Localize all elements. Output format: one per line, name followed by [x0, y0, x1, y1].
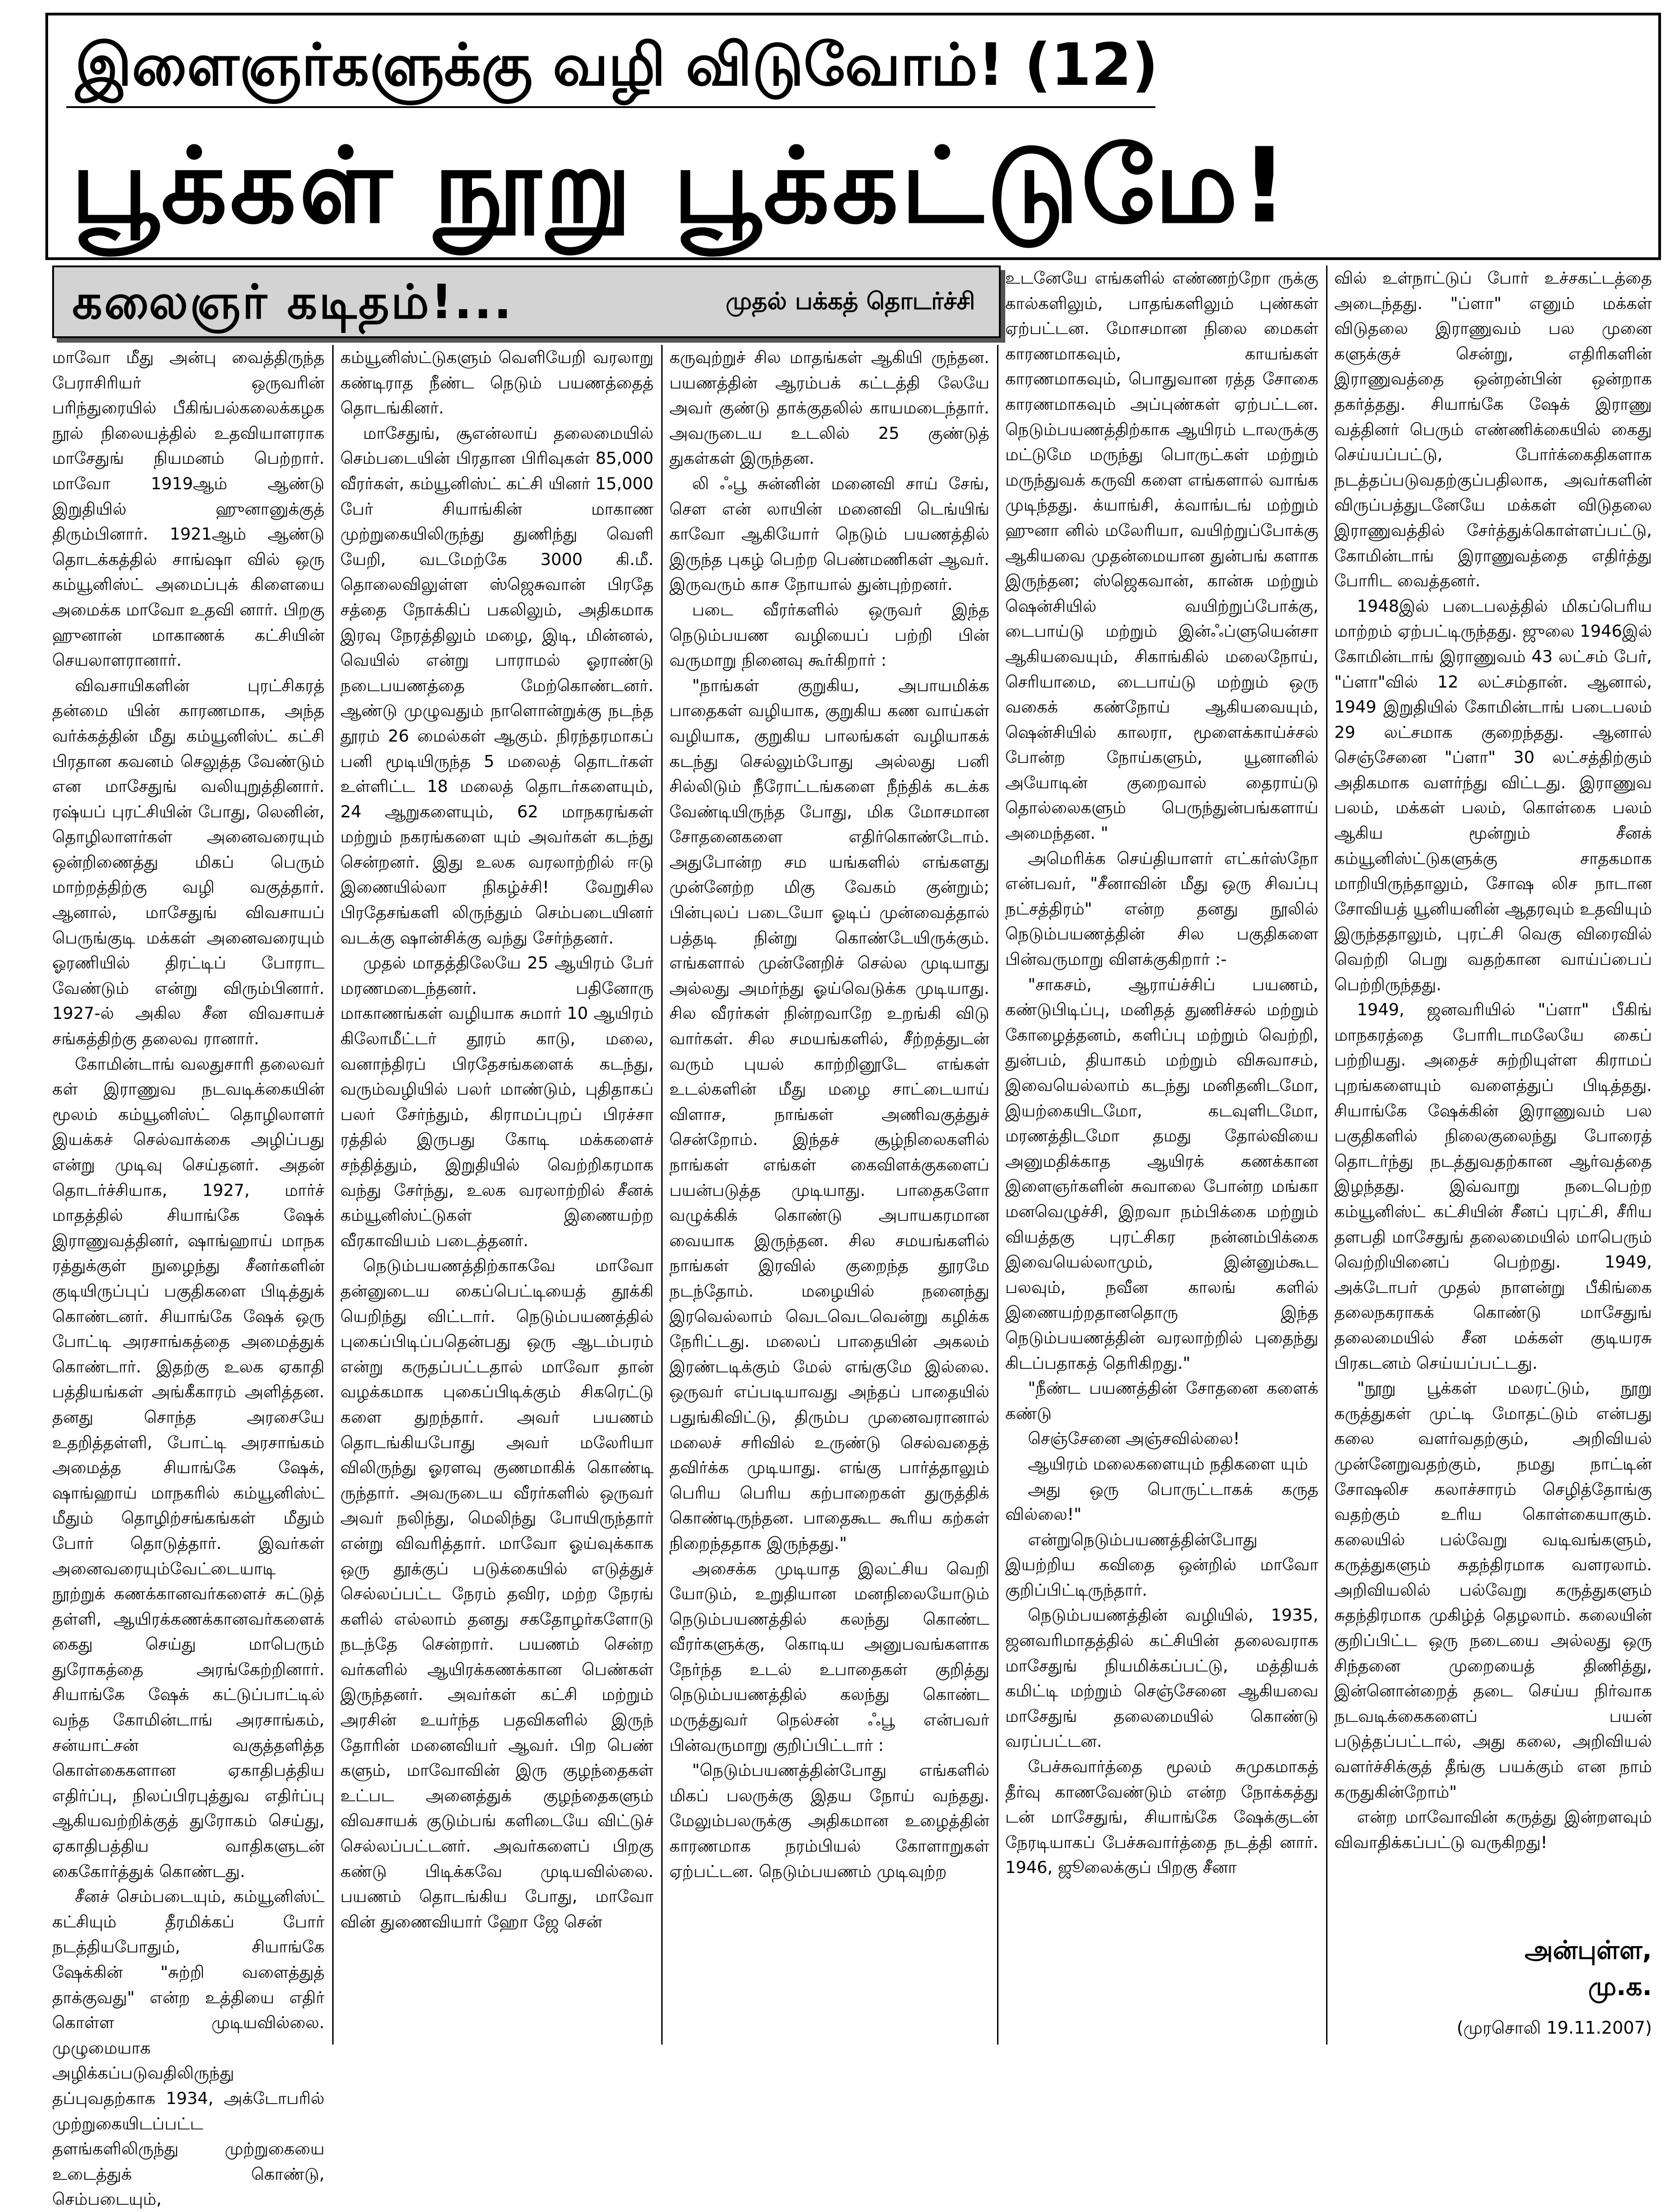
paragraph: மாவோ மீது அன்பு வைத்திருந்த பேராசிரியர் ஒருவரின் பரிந்துரையில் பீகிங்பல்கலைக்கழக நூல் நிலையத்தில் உதவியாளராக மாசேதுங் நியமனம் பெற்றார். மாவோ 1919ஆம் ஆண்டு இறுதியில் ஹுனானுக்குத் திரும்பினார். 1921ஆம் ஆண்டு தொடக்கத்தில் சாங்ஷா வில் ஒரு கம்யூனிஸ்ட் அமைப்புக் கிளையை அமைக்க மாவோ உதவி னார். பிறகு ஹுனான் மாகாணக் கட்சியின் செயலாளரானார். — [52, 348, 324, 670]
paragraph: வில் உள்நாட்டுப் போர் உச்சகட்டத்தை அடைந்தது. "ப்ளா" எனும் மக்கள் விடுதலை இராணுவம் பல முனை களுக்குச் சென்று, எதிரிகளின் இராணுவத்தை ஒன்றன்பின் ஒன்றாக தகர்த்தது. சியாங்கே ஷேக் இராணு வத்தினர் பெரும் எண்ணிக்கையில் கைது செய்யப்பட்டு, போர்க்கைதிகளாக நடத்தப்படுவதற்குப்பதிலாக, அவர்களின் விருப்பத்துடனேயே மக்கள் விடுதலை இராணுவத்தில் சேர்த்துக்கொள்ளப்பட்டு, கோமின்டாங் இராணுவத்தை எதிர்த்து போரிட வைத்தனர். — [1334, 268, 1652, 591]
main-title: பூக்கள் நூறு பூக்கட்டுமே! — [71, 125, 1291, 246]
signoff — [1334, 1932, 1652, 2005]
article-column-5 — [1334, 265, 1652, 2045]
quote-paragraph: "நாங்கள் குறுகிய, அபாயமிக்க பாதைகள் வழியாக, குறுகிய கண வாய்கள் வழியாக, குறுகிய பாலங்கள் வழியாகக் கடந்து செல்லும்போது அல்லது பனி சில்லிடும் நீரோட்டங்களை நீந்திக் கடக்க வேண்டியிருந்த போது, மிக மோசமான சோதனைகளை எதிர்கொண்டோம். அதுபோன்ற சம யங்களில் எங்களது முன்னேற்ற மிகு வேகம் குன்றும்; பின்புலப் படையோ ஓடிப் முன்வைத்தால் பத்தடி நின்று கொண்டேயிருக்கும். எங்களால் முன்னேறிச் செல்ல முடியாது அல்லது அமர்ந்து ஓய்வெடுக்க முடியாது. சில வீரர்கள் நின்றவாறே உறங்கி விடு வார்கள். சில சமயங்களில், சீற்றத்துடன் வரும் புயல் காற்றினூடே எங்கள் உடல்களின் மீது மழை சாட்டையாய் விளாச, நாங்கள் அணிவகுத்துச் சென்றோம். இந்தச் சூழ்நிலைகளில் நாங்கள் எங்கள் கைவிளக்குகளைப் பயன்படுத்த முடியாது. பாதைகளோ வழுக்கிக் கொண்டு அபாயகரமான வையாக இருந்தன. சில சமயங்களில் நாங்கள் இரவில் குறைந்த தூரமே நடந்தோம். மழையில் நனைந்து இரவெல்லாம் வெடவெடவென்று கழிக்க நேரிட்டது. மலைப் பாதையின் அகலம் இரண்டடிக்கும் மேல் எங்குமே இல்லை. ஒருவர் எப்படியாவது அந்தப் பாதையில் பதுங்கிவிட்டு, திரும்ப முனைவரானால் மலைச் சரிவில் உருண்டு செல்வதைத் தவிர்க்க முடியாது. எங்கு பார்த்தாலும் பெரிய பெரிய கற்பாறைகள் துருத்திக் கொண்டிருந்தன. பாதைகூட கூரிய கற்கள் நிறைந்ததாக இருந்தது." — [669, 675, 989, 1553]
paragraph: விவசாயிகளின் புரட்சிகரத் தன்மை யின் காரணமாக, அந்த வர்க்கத்தின் மீது கம்யூனிஸ்ட் கட்சி பிரதான கவனம் செலுத்த வேண்டும் என மாசேதுங் வலியுறுத்தினார். ரஷ்யப் புரட்சியின் போது, லெனின், தொழிலாளர்கள் அனைவரையும் ஒன்றிணைத்து மிகப் பெரும் மாற்றத்திற்கு வழி வகுத்தார். ஆனால், மாசேதுங் விவசாயப் பெருங்குடி மக்கள் அனைவரையும் ஓரணியில் திரட்டிப் போராட வேண்டும் என்று விரும்பினார். 1927-ல் அகில சீன விவசாயச் சங்கத்திற்கு தலைவ ரானார். — [52, 675, 324, 1049]
poem-line: "நீண்ட பயணத்தின் சோதனை களைக் கண்டு — [1005, 1378, 1318, 1423]
column-divider — [661, 345, 663, 2045]
quote-paragraph: "நூறு பூக்கள் மலரட்டும், நூறு கருத்துகள் முட்டி மோதட்டும் என்பது கலை வளர்வதற்கும், அறிவியல் முன்னேறுவதற்கும், நமது நாட்டின் சோஷலிச கலாச்சாரம் செழித்தோங்கு வதற்கும் உரிய கொள்கையாகும். கலையில் பல்வேறு வடிவங்களும், கருத்துகளும் சுதந்திரமாக வளரலாம். அறிவியலில் பல்வேறு கருத்துகளும் சுதந்திரமாக முகிழ்த் தெழலாம். கலையின் குறிப்பிட்ட ஒரு நடையை அல்லது ஒரு சிந்தனை முறையைத் திணித்து, இன்னொன்றைத் தடை செய்ய நிர்வாக நடவடிக்கைகளைப் பயன் படுத்தப்பட்டால், அது கலை, அறிவியல் வளர்ச்சிக்குத் தீங்கு பயக்கும் என நாம் கருதுகின்றோம்" — [1334, 1378, 1652, 1802]
series-title: இளைஞர்களுக்கு வழி விடுவோம்! (12) — [75, 31, 1159, 99]
header-box — [45, 13, 1661, 260]
column-divider — [997, 345, 998, 2045]
paragraph: பேச்சுவார்த்தை மூலம் சுமுகமாகத் தீர்வு காணவேண்டும் என்ற நோக்கத்து டன் மாசேதுங், சியாங்கே ஷேக்குடன் நேரடியாகப் பேச்சுவார்த்தை நடத்தி னார். 1946, ஜூலைக்குப் பிறகு சீனா — [1005, 1757, 1318, 1878]
poem-line: செஞ்சேனை அஞ்சவில்லை! — [1028, 1429, 1240, 1449]
section-banner — [52, 265, 1001, 338]
paragraph: 1948இல் படைபலத்தில் மிகப்பெரிய மாற்றம் ஏற்பட்டிருந்தது. ஜுலை 1946இல் கோமின்டாங் இராணுவம் 43 லட்சம் பேர், "ப்ளா"வில் 12 லட்சம்தான். ஆனால், 1949 இறுதியில் கோமின்டாங் படைபலம் 29 லட்சமாக குறைந்தது. ஆனால் செஞ்சேனை "ப்ளா" 30 லட்சத்திற்கும் அதிகமாக வளர்ந்து விட்டது. இராணுவ பலம், மக்கள் பலம், கொள்கை பலம் ஆகிய மூன்றும் சீனக் கம்யூனிஸ்ட்டுகளுக்கு சாதகமாக மாறியிருந்தாலும், சோஷ லிச நாடான சோவியத் யூனியனின் ஆதரவும் உதவியும் இருந்ததாலும், புரட்சி வெகு விரைவில் வெற்றி பெறு வதற்கான வாய்ப்பைப் பெற்றிருந்தது. — [1334, 596, 1652, 994]
article-column-2 — [340, 345, 654, 2045]
publication-date: (முரசொலி 19.11.2007) — [1456, 2018, 1652, 2038]
paragraph: அசைக்க முடியாத இலட்சிய வெறி யோடும், உறுதியான மனநிலையோடும் நெடும்பயணத்தில் கலந்து கொண்ட வீரர்களுக்கு, கொடிய அனுபவங்களாக நேர்ந்த உடல் உபாதைகள் குறித்து நெடும்பயணத்தில் கலந்து கொண்ட மருத்துவர் நெல்சன் ஃபூ என்பவர் பின்வருமாறு குறிப்பிட்டார் : — [669, 1558, 989, 1755]
article-column-1 — [52, 345, 324, 2209]
paragraph: முதல் மாதத்திலேயே 25 ஆயிரம் பேர் மரணமடைந்தனர். பதினோரு மாகாணங்கள் வழியாக சுமார் 10 ஆயிரம் கிலோமீட்டர் தூரம் காடு, மலை, வனாந்திரப் பிரதேசங்களைக் கடந்து, வரும்வழியில் பலர் மாண்டும், புதிதாகப் பலர் சேர்ந்தும், கிராமப்புறப் பிரச்சா ரத்தில் இருபது கோடி மக்களைச் சந்தித்தும், இறுதியில் வெற்றிகரமாக வந்து சேர்ந்து, உலக வரலாற்றில் சீனக் கம்யூனிஸ்ட்டுகள் இணையற்ற வீரகாவியம் படைத்தனர். — [340, 953, 654, 1250]
paragraph: நெடும்பயணத்திற்காகவே மாவோ தன்னுடைய கைப்பெட்டியைத் தூக்கி யெறிந்து விட்டார். நெடும்பயணத்தில் புகைப்பிடிப்பதென்பது ஒரு ஆடம்பரம் என்று கருதப்பட்டதால் மாவோ தான் வழக்கமாக புகைப்பிடிக்கும் சிகரெட்டு களை துறந்தார். அவர் பயணம் தொடங்கியபோது அவர் மலேரியா விலிருந்து ஓரளவு குணமாகிக் கொண்டி ருந்தார். அவருடைய வீரர்களில் ஒருவர் அவர் நலிந்து, மெலிந்து போயிருந்தார் என்று விவரித்தார். மாவோ ஓய்வுக்காக ஒரு தூக்குப் படுக்கையில் எடுத்துச் செல்லப்பட்ட நேரம் தவிர, மற்ற நேரங் களில் எல்லாம் தனது சகதோழர்களோடு நடந்தே சென்றார். பயணம் சென்ற வர்களில் ஆயிரக்கணக்கான பெண்கள் இருந்தனர். அவர்கள் கட்சி மற்றும் அரசின் உயர்ந்த பதவிகளில் இருந் தோரின் மனைவியர் ஆவர். பிற பெண் களும், மாவோவின் இரு குழந்தைகள் உட்பட அனைத்துக் குழந்தைகளும் விவசாயக் குடும்பங் களிடையே விட்டுச் செல்லப்பட்டனர். அவர்களைப் பிறகு கண்டு பிடிக்கவே முடியவில்லை. பயணம் தொடங்கிய போது, மாவோ வின் துணைவியார் ஹோ ஜே சென் — [340, 1256, 654, 1932]
paragraph: நெடும்பயணத்தின் வழியில், 1935, ஜனவரிமாதத்தில் கட்சியின் தலைவராக மாசேதுங் நியமிக்கப்பட்டு, மத்தியக் கமிட்டி மற்றும் செஞ்சேனை ஆகியவை மாசேதுங் தலைமையில் கொண்டு வரப்பட்டன. — [1005, 1605, 1318, 1751]
header-divider — [66, 106, 1155, 108]
paragraph: மாசேதுங், சூஎன்லாய் தலைமையில் செம்படையின் பிரதான பிரிவுகள் 85,000 வீரர்கள், கம்யூனிஸ்ட் கட்சி யினர் 15,000 பேர் சியாங்கின் மாகாண முற்றுகையிலிருந்து துணிந்து வெளி யேறி, வடமேற்கே 3000 கி.மீ. தொலைவிலுள்ள ஸ்ஜெசுவான் பிரதே சத்தை நோக்கிப் பகலிலும், அதிகமாக இரவு நேரத்திலும் மழை, இடி, மின்னல், வெயில் என்று பாராமல் ஓராண்டு நடைபயணத்தை மேற்கொண்டனர். ஆண்டு முழுவதும் நாளொன்றுக்கு நடந்த தூரம் 26 மைல்கள் ஆகும். நிரந்தரமாகப் பனி மூடியிருந்த 5 மலைத் தொடர்கள் உள்ளிட்ட 18 மலைத் தொடர்களையும், 24 ஆறுகளையும், 62 மாநகரங்கள் மற்றும் நகரங்களை யும் அவர்கள் கடந்து சென்றனர். இது உலக வரலாற்றில் ஈடு இணையில்லா நிகழ்ச்சி! வேறுசில பிரதேசங்களி லிருந்தும் செம்படையினர் வடக்கு ஷான்சிக்கு வந்து சேர்ந்தனர். — [340, 423, 654, 948]
column-divider — [332, 345, 334, 2045]
banner-title: கலைஞர் கடிதம்!... — [72, 274, 514, 329]
paragraph: உடனேயே எங்களில் எண்ணற்றோ ருக்கு கால்களிலும், பாதங்களிலும் புண்கள் ஏற்பட்டன. மோசமான நிலை மைகள் காரணமாகவும், காயங்கள் காரணமாகவும், பொதுவான ரத்த சோகை காரணமாகவும் அப்புண்கள் ஏற்பட்டன. நெடும்பயணத்திற்காக ஆயிரம் டாலருக்கு மட்டுமே மருந்து பொருட்கள் மற்றும் மருந்துவக் கருவி களை எங்களால் வாங்க முடிந்தது. க்யாங்சி, க்வாங்டங் மற்றும் ஹுனா னில் மலேரியா, வயிற்றுப்போக்கு ஆகியவை முதன்மையான துன்பங் களாக இருந்தன; ஸ்ஜெகவான், கான்சு மற்றும் ஷென்சியில் வயிற்றுப்போக்கு, டைபாய்டு மற்றும் இன்ஃப்ளுயென்சா ஆகியவையும், சிகாங்கில் மலைநோய், செரியாமை, டைபாய்டு மற்றும் ஒரு வகைக் கண்நோய் ஆகியவையும், ஷென்சியில் காலரா, மூளைக்காய்ச்சல் போன்ற நோய்களும், யூனானில் அயோடின் குறைவால் தைராய்டு தொல்லைகளும் பெருந்துன்பங்களாய் அமைந்தன. " — [1005, 268, 1318, 843]
paragraph: லி ஃபூ சுன்னின் மனைவி சாய் சேங், சௌ என் லாயின் மனைவி டெங்யிங் காவோ ஆகியோர் நெடும் பயணத்தில் இருந்த புகழ் பெற்ற பெண்மணிகள் ஆவர். இருவரும் காச நோயால் துன்புற்றனர். — [669, 473, 989, 595]
paragraph: அமெரிக்க செய்தியாளர் எட்கர்ஸ்நோ என்பவர், "சீனாவின் மீது ஒரு சிவப்பு நட்சத்திரம்" என்ற தனது நூலில் நெடும்பயணத்தின் சில பகுதிகளை பின்வருமாறு விளக்குகிறார் :- — [1005, 848, 1318, 969]
poem-line: அது ஒரு பொருட்டாகக் கருத வில்லை!" — [1005, 1479, 1318, 1524]
paragraph: கம்யூனிஸ்ட்டுகளும் வெளியேறி வரலாறு கண்டிராத நீண்ட நெடும் பயணத்தைத் தொடங்கினர். — [340, 348, 654, 418]
paragraph: என்ற மாவோவின் கருத்து இன்றளவும் விவாதிக்கப்பட்டு வருகிறது! — [1334, 1807, 1652, 1852]
signoff-closing: அன்புள்ள, — [1524, 1936, 1652, 1965]
paragraph: கருவுற்றுச் சில மாதங்கள் ஆகியி ருந்தன. பயணத்தின் ஆரம்பக் கட்டத்தி லேயே அவர் குண்டு தாக்குதலில் காயமடைந்தார். அவருடைய உடலில் 25 குண்டுத் துகள்கள் இருந்தன. — [669, 348, 989, 468]
paragraph: சீனச் செம்படையும், கம்யூனிஸ்ட் கட்சியும் தீரமிக்கப் போர் நடத்தியபோதும், சியாங்கே ஷேக்கின் "சுற்றி வளைத்துத் தாக்குவது" என்ற உத்தியை எதிர் கொள்ள முடியவில்லை. முழுமையாக அழிக்கப்படுவதிலிருந்து தப்புவதற்காக 1934, அக்டோபரில் முற்றுகையிடப்பட்ட தளங்களிலிருந்து முற்றுகையை உடைத்துக் கொண்டு, செம்படையும், — [52, 1887, 324, 2209]
poem-line: ஆயிரம் மலைகளையும் நதிகளை யும் — [1028, 1454, 1308, 1474]
banner-subtitle: முதல் பக்கத் தொடர்ச்சி — [726, 288, 975, 315]
paragraph: கோமின்டாங் வலதுசாரி தலைவர் கள் இராணுவ நடவடிக்கையின் மூலம் கம்யூனிஸ்ட் தொழிலாளர் இயக்கச் செல்வாக்கை அழிப்பது என்று முடிவு செய்தனர். அதன் தொடர்ச்சியாக, 1927, மார்ச் மாதத்தில் சியாங்கே ஷேக் இராணுவத்தினர், ஷாங்ஹாய் மாநக ரத்துக்குள் நுழைந்து சீனர்களின் குடியிருப்புப் பகுதிகளை பிடித்துக் கொண்டனர். சியாங்கே ஷேக் ஒரு போட்டி அரசாங்கத்தை அமைத்துக் கொண்டார். இதற்கு உலக ஏகாதி பத்தியங்கள் அங்கீகாரம் அளித்தன. தனது சொந்த அரசையே உதறித்தள்ளி, போட்டி அரசாங்கம் அமைத்த சியாங்கே ஷேக், ஷாங்ஹாய் மாநகரில் கம்யூனிஸ்ட் மீதும் தொழிற்சங்கங்கள் மீதும் போர் தொடுத்தார். இவர்கள் அனைவரையும்வேட்டையாடி நூற்றுக் கணக்கானவர்களைச் சுட்டுத் தள்ளி, ஆயிரக்கணக்கானவர்களைக் கைது செய்து மாபெரும் துரோகத்தை அரங்கேற்றினார். சியாங்கே ஷேக் கட்டுப்பாட்டில் வந்த கோமின்டாங் அரசாங்கம், சன்யாட்சன் வகுத்தளித்த கொள்கைகளான ஏகாதிபத்திய எதிர்ப்பு, நிலப்பிரபுத்துவ எதிர்ப்பு ஆகியவற்றிக்குத் துரோகம் செய்து, ஏகாதிபத்திய வாதிகளுடன் கைகோர்த்துக் கொண்டது. — [52, 1054, 324, 1881]
signoff-name: மு.க. — [1588, 1972, 1652, 2001]
article-column-3 — [669, 345, 989, 2045]
paragraph: 1949, ஜனவரியில் "ப்ளா" பீகிங் மாநகரத்தை போரிடாமலேயே கைப் பற்றியது. அதைச் சுற்றியுள்ள கிராமப் புறங்களையும் வளைத்துப் பிடித்தது. சியாங்கே ஷேக்கின் இராணுவம் பல பகுதிகளில் நிலைகுலைந்து போரைத் தொடர்ந்து நடத்துவதற்கான ஆர்வத்தை இழந்தது. இவ்வாறு நடைபெற்ற கம்யூனிஸ்ட் கட்சியின் சீனப் புரட்சி, சீரிய தளபதி மாசேதுங் தலைமையில் மாபெரும் வெற்றியினைப் பெற்றது. 1949, அக்டோபர் முதல் நாளன்று பீகிங்கை தலைநகராகக் கொண்டு மாசேதுங் தலைமையில் சீன மக்கள் குடியரசு பிரகடனம் செய்யப்பட்டது. — [1334, 1000, 1652, 1373]
paragraph: படை வீரர்களில் ஒருவர் இந்த நெடும்பயண வழியைப் பற்றி பின் வருமாறு நினைவு கூர்கிறார் : — [669, 600, 989, 670]
article-column-4 — [1005, 265, 1318, 2045]
quote-paragraph: "நெடும்பயணத்தின்போது எங்களில் மிகப் பலருக்கு இதய நோய் வந்தது. மேலும்பலருக்கு அதிகமான உழைத்தின் காரணமாக நரம்பியல் கோளாறுகள் ஏற்பட்டன. நெடும்பயணம் முடிவுற்ற — [669, 1760, 989, 1881]
paragraph: என்றுநெடும்பயணத்தின்போது இயற்றிய கவிதை ஒன்றில் மாவோ குறிப்பிட்டிருந்தார். — [1005, 1529, 1318, 1600]
column-divider — [1326, 265, 1327, 2045]
quote-paragraph: "சாகசம், ஆராய்ச்சிப் பயணம், கண்டுபிடிப்பு, மனிதத் துணிச்சல் மற்றும் கோழைத்தனம், களிப்பு மற்றும் வெற்றி, துன்பம், தியாகம் மற்றும் விசுவாசம், இவையெல்லாம் கடந்து மனிதனிடமோ, இயற்கையிடமோ, கடவுளிடமோ, மரணத்திடமோ தமது தோல்வியை அனுமதிக்காத ஆயிரக் கணக்கான இளைஞர்களின் சுவாலை போன்ற மங்கா மனவெழுச்சி, இறவா நம்பிக்கை மற்றும் வியத்தகு புரட்சிகர நன்னம்பிக்கை இவையெல்லாமும், இன்னும்கூட பலவும், நவீன காலங் களில் இணையற்றதானதொரு இந்த நெடும்பயணத்தின் வரலாற்றில் புதைந்து கிடப்பதாகத் தெரிகிறது." — [1005, 974, 1318, 1373]
